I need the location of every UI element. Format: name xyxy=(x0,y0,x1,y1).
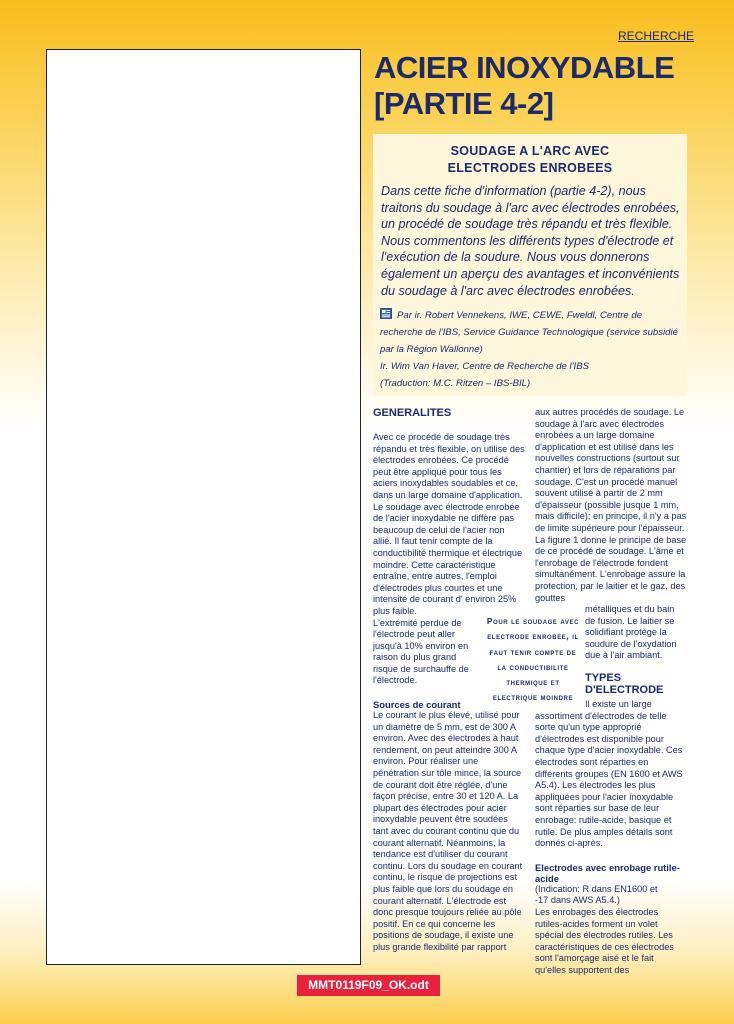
article-title xyxy=(374,50,714,122)
author-block xyxy=(380,307,682,392)
lead-paragraph: Dans cette fiche d'information (partie 4-2), nous traitons du soudage à l'arc avec électrodes enrobées, un procédé de soudage très répandu et très flexible. Nous commentons les différents types d'électrode et l'exécution de la soudure. Nous vous donnerons également un aperçu des avantages et inconvénients du soudage à l'arc avec électrodes enrobées. xyxy=(381,184,680,298)
paragraph-types: Il existe un large assortiment d'électrodes de telle sorte qu'un type approprié d'électrodes est disponible pour chaque type d'acier inoxydable. Ces électrodes sont réparties en différents groupes (EN 1600 et AWS A5.4). Les électrodes les plus appliquées pour l'acier inoxydable sont réparties sur base de leur enrobage: rutile-acide, basique et rutile. De plus amples détails sont donnés ci-après. xyxy=(535,699,683,849)
title-line-1: ACIER INOXYDABLE xyxy=(374,50,675,85)
heading-types-electrode xyxy=(585,672,687,696)
subtitle-line-2: ELECTRODES ENROBEES xyxy=(447,161,613,175)
heading-types-line-2: D'ELECTRODE xyxy=(585,684,664,697)
heading-sources-de-courant: Sources de courant xyxy=(373,699,461,711)
document-icon xyxy=(380,308,392,319)
heading-generalites: GENERALITES xyxy=(373,407,452,419)
heading-types-line-1: TYPES xyxy=(585,672,622,685)
subtitle-line-1: SOUDAGE A L'ARC AVEC xyxy=(450,144,610,158)
paragraph-sources: Le courant le plus élevé, utilisé pour un diamètre de 5 mm, est de 300 A environ. Avec des électrodes à haut rendement, on peut atteindre 300 A environ. Pour réaliser une pénétration sur tôle mince, la source de courant doit être réglée, d'une façon précise, entre 30 et 120 A. La plupart des électrodes pour acier inoxydable peuvent être soudées tant avec du courant continu que du courant alternatif. Néanmoins, la tendance est d'utiliser du courant continu. Lors du soudage en courant continu, le risque de projections est plus faible que lors du soudage en courant alternatif. L'électrode est donc presque toujours reliée au pôle positif. En ce qui concerne les positions de soudage, il existe une plus grande flexibilité par rapport xyxy=(373,710,523,952)
paragraph-col2-1b: métalliques et du bain de fusion. Le laitier se solidifiant protège la soudure de l'oxydation due à l'air ambiant. xyxy=(585,604,677,661)
paragraph-rutile: Les enrobages des électrodes rutiles-acides forment un volet spécial des électrodes rutiles. Les caractéristiques de ces électrodes sont l'amorçage aisé et le fait qu'elles supportent des xyxy=(535,906,674,975)
translation-credit: (Traduction: M.C. Ritzen – IBS-BIL) xyxy=(380,378,531,389)
pull-quote: Pour le soudage avec electrode enrobee, il faut tenir compte de la conductibilite thermique et electrique moindre xyxy=(486,616,580,703)
figure-placeholder xyxy=(46,49,361,965)
author-2: Ir. Wim Van Haver, Centre de Recherche de l'IBS xyxy=(380,361,589,372)
paragraph-generalites-2: L'extrémité perdue de l'électrode peut aller jusqu'à 10% environ en raison du plus grand risque de surchauffe de l'électrode. xyxy=(373,617,469,686)
author-1: Par ir. Robert Vennekens, IWE, CEWE, Fweldl, Centre de recherche de l'IBS, Service Guidance Technologique (service subsidié par la Région Wallonne) xyxy=(380,310,678,355)
paragraph-generalites-1: Avec ce procédé de soudage très répandu et très flexible, on utilise des électrodes enrobées. Ce procédé peut être appliqué pour tous les aciers inoxydables soudables et ce, dans un large domaine d'application. Le soudage avec électrode enrobée de l'acier inoxydable ne diffère pas beaucoup de celui de l'acier non allié. Il faut tenir compte de la conductibilité thermique et électrique moindre. Cette caractéristique entraîne, entre autres, l'emploi d'électrodes plus courtes et une intensité de courant d' environ 25% plus faible. xyxy=(373,432,525,616)
article-subtitle xyxy=(380,143,680,177)
title-line-2: [PARTIE 4-2] xyxy=(374,86,554,121)
rutile-indication: (Indication: R dans EN1600 et -17 dans AWS A5.4.) xyxy=(535,883,658,906)
paragraph-col2-1: aux autres procédés de soudage. Le soudage à l'arc avec électrodes enrobées a un large domaine d'application et est utilisé dans les nouvelles constructions (surtout sur chantier) et lors de réparations par soudage. C'est un procédé manuel souvent utilisé à partir de 2 mm d'épaisseur (possible jusque 1 mm, mais difficile); en principe, il n'y a pas de limite supérieure pour l'épaisseur. La figure 1 donne le principe de base de ce procédé de soudage. L'âme et l'enrobage de l'électrode fondent simultanément. L'enrobage assure la protection, par le laitier et le gaz, des gouttes xyxy=(535,407,687,603)
filename-badge: MMT0119F09_OK.odt xyxy=(297,975,440,996)
section-label[interactable]: RECHERCHE xyxy=(618,29,695,43)
heading-rutile-acide: Electrodes avec enrobage rutile-acide xyxy=(535,861,680,884)
